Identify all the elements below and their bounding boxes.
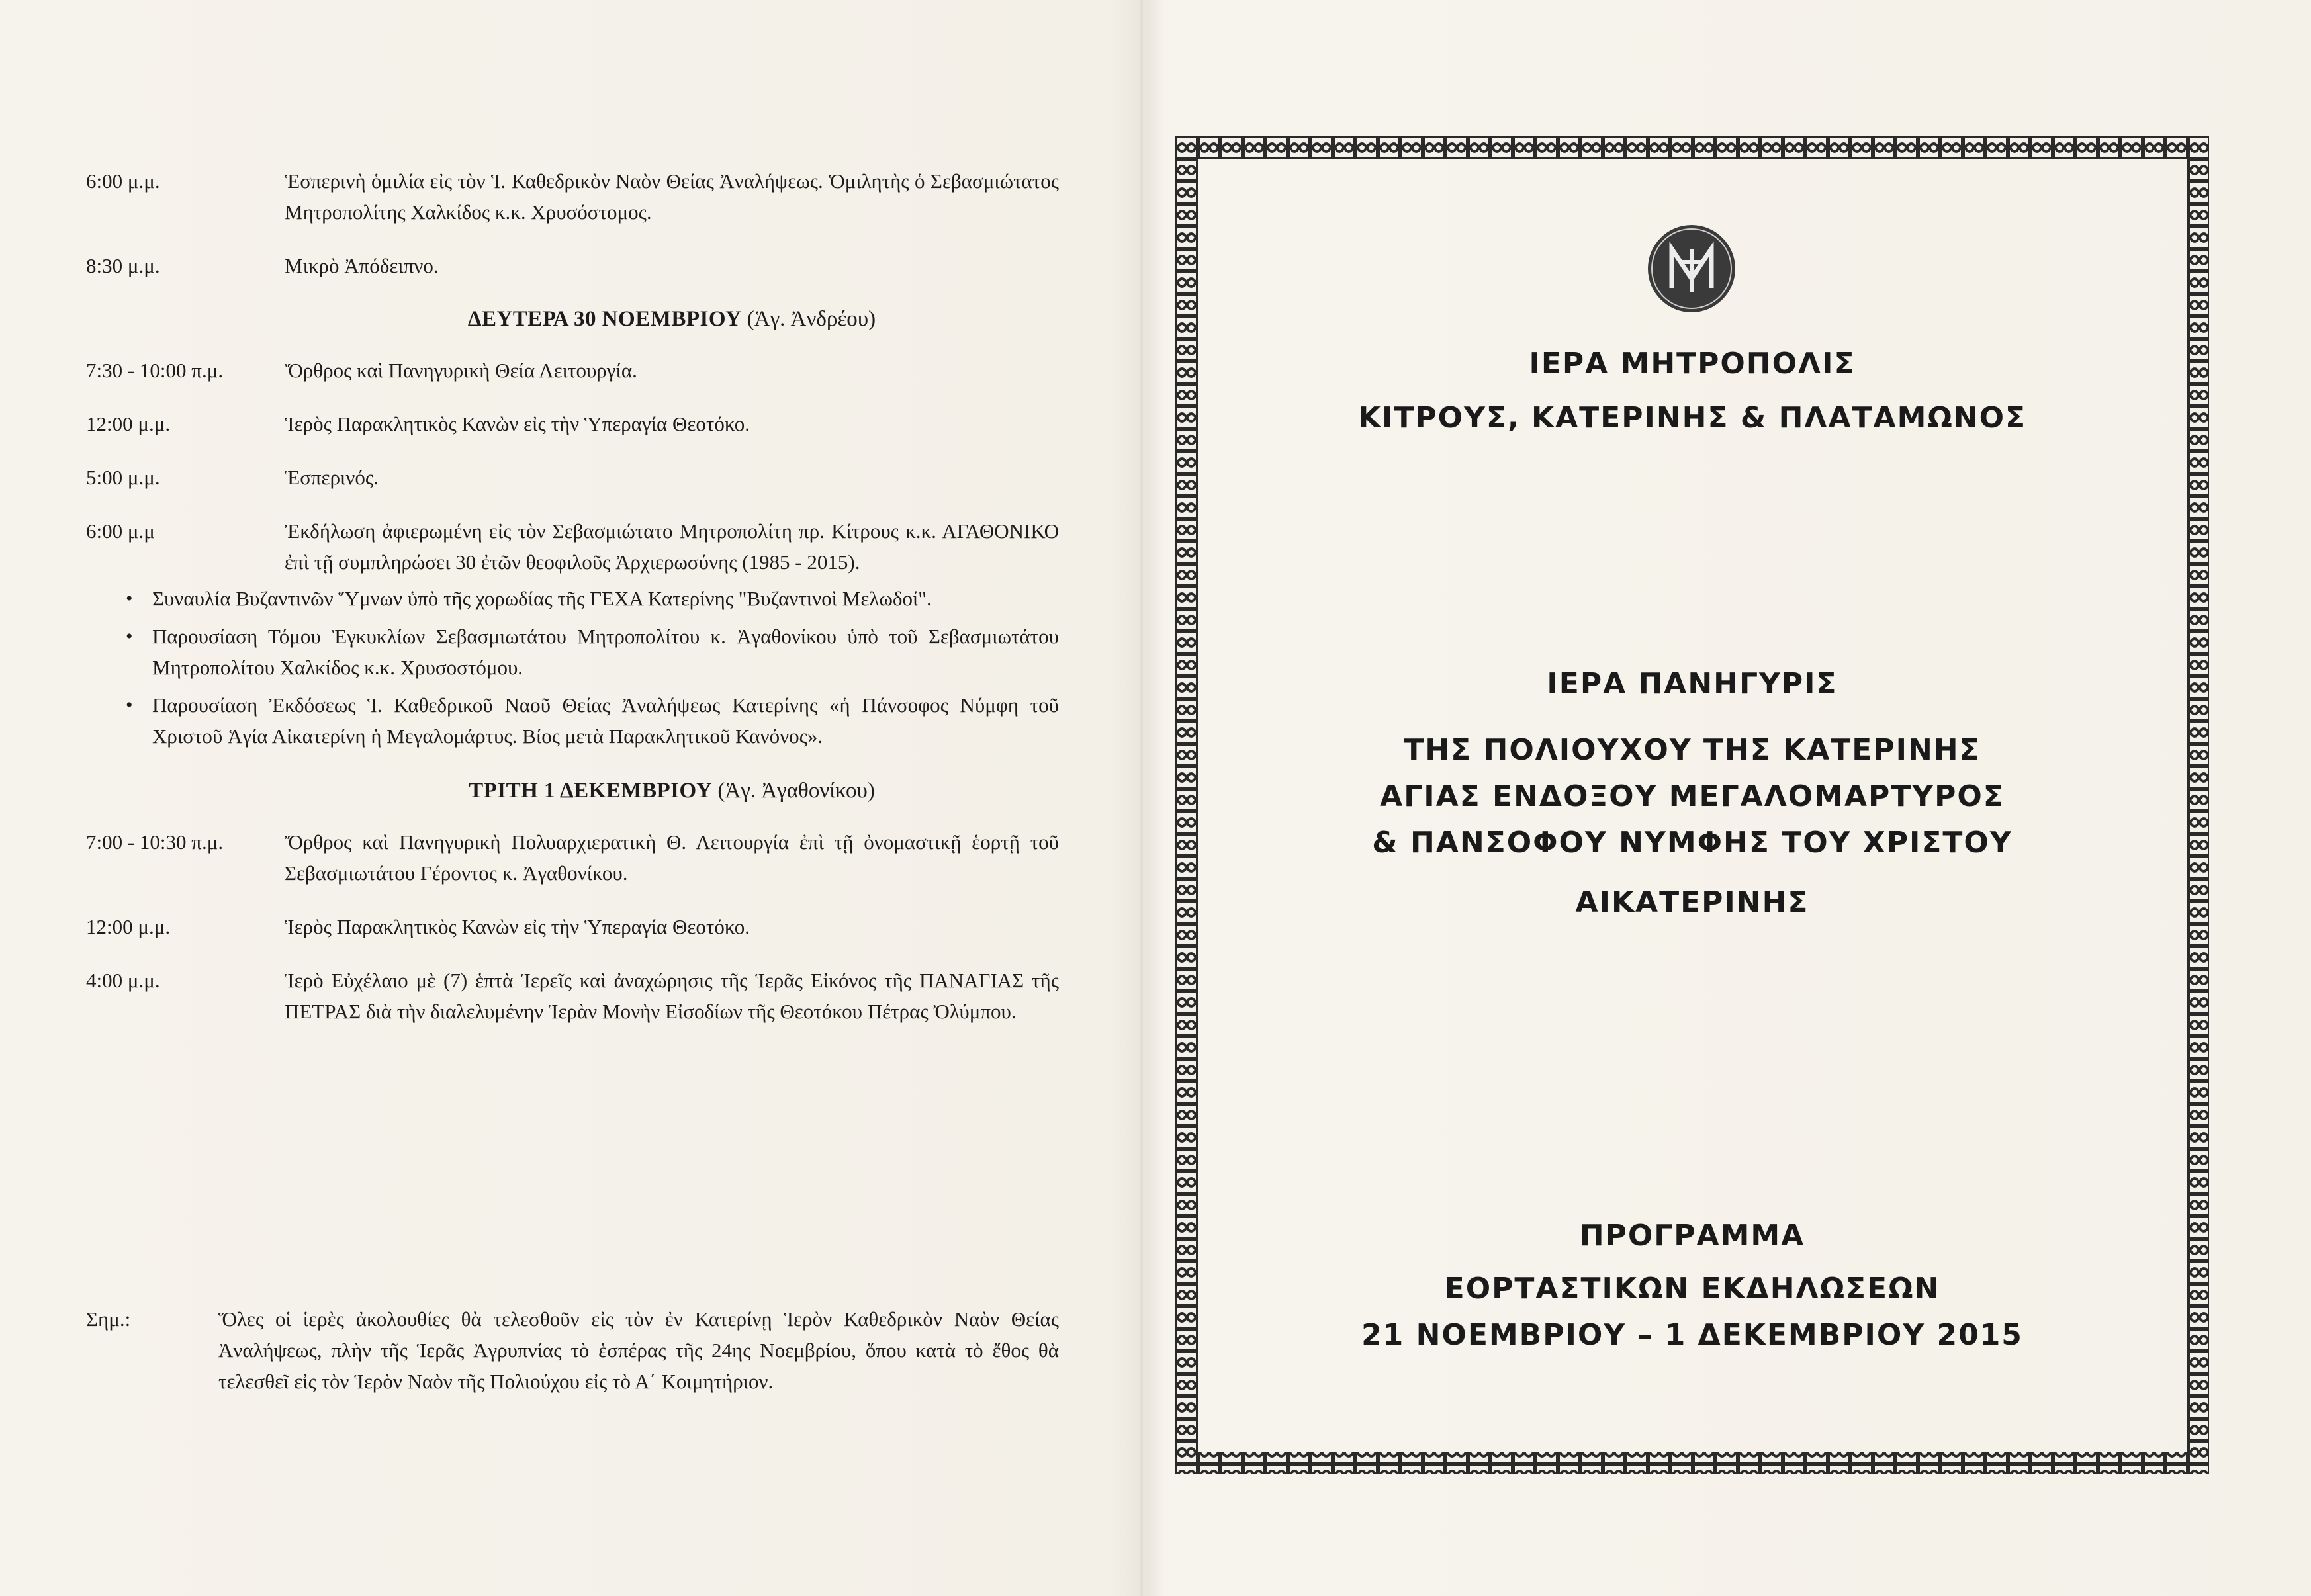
schedule-panel	[86, 165, 1059, 1049]
day-name: ΔΕΥΤΕΡΑ 30 ΝΟΕΜΒΡΙΟΥ	[467, 307, 742, 331]
event-description: Ἱερὸ Εὐχέλαιο μὲ (7) ἑπτὰ Ἱερεῖς καὶ ἀναχώρησις τῆς Ἱερᾶς Εἰκόνος τῆς ΠΑΝΑΓΙΑΣ τῆς ΠΕΤΡΑΣ διὰ τὴν διαλελυμένην Ἱερὰν Μονὴν Εἰσοδίων τῆς Θεοτόκου Πέτρας Ὀλύμπου.	[285, 969, 1059, 1023]
event-time: 7:00 - 10:30 π.μ.	[86, 830, 224, 854]
day-name: ΤΡΙΤΗ 1 ΔΕΚΕΜΒΡΙΟΥ	[469, 779, 713, 803]
list-item	[126, 621, 1059, 683]
event-description: Ὄρθρος καὶ Πανηγυρικὴ Θεία Λειτουργία.	[285, 359, 637, 382]
list-item-text: Παρουσίαση Ἐκδόσεως Ἱ. Καθεδρικοῦ Ναοῦ Θείας Ἀναλήψεως Κατερίνης «ἡ Πάνσοφος Νύμφη τοῦ Χριστοῦ Ἁγία Αἰκατερίνη ἡ Μεγαλομάρτυς. Βίος μετὰ Παρακλητικοῦ Κανόνος».	[152, 693, 1059, 748]
day-saint: (Ἁγ. Ἀγαθονίκου)	[717, 779, 875, 803]
schedule-row	[86, 355, 1059, 386]
footnote-text: Ὅλες οἱ ἱερὲς ἀκολουθίες θὰ τελεσθοῦν εἰς τὸν ἐν Κατερίνῃ Ἱερὸν Καθεδρικὸν Ναὸν Θείας Ἀναλήψεως, πλὴν τῆς Ἱερᾶς Ἀγρυπνίας τὸ ἑσπέρας τῆς 24ης Νοεμβρίου, ὅπου κατὰ τὸ ἔθος θὰ τελεσθεῖ εἰς τὸν Ἱερὸν Ναὸν τῆς Πολιούχου εἰς τὸ Α΄ Κοιμητήριον.	[218, 1308, 1059, 1393]
program-title: ΠΡΟΓΡΑΜΜΑ	[1579, 1219, 1805, 1253]
festival-line: ΑΓΙΑΣ ΕΝΔΟΞΟΥ ΜΕΓΑΛΟΜΑΡΤΥΡΟΣ	[1380, 779, 2005, 813]
bullet-icon: •	[126, 625, 133, 647]
schedule-row	[86, 165, 1059, 228]
list-item-text: Συναυλία Βυζαντινῶν Ὕμνων ὑπὸ τῆς χορωδίας τῆς ΓΕΧΑ Κατερίνης "Βυζαντινοὶ Μελωδοί".	[152, 587, 932, 610]
event-time: 6:00 μ.μ	[86, 519, 155, 543]
bullet-icon: •	[126, 588, 133, 609]
event-time: 8:30 μ.μ.	[86, 254, 160, 277]
day-saint: (Ἁγ. Ἀνδρέου)	[747, 307, 876, 331]
day-heading-monday	[285, 304, 1059, 335]
list-item	[126, 689, 1059, 752]
event-description: Μικρὸ Ἀπόδειπνο.	[285, 254, 439, 277]
footnote	[86, 1304, 1059, 1397]
schedule-row	[86, 462, 1059, 493]
metropolis-title: ΙΕΡΑ ΜΗΤΡΟΠΟΛΙΣ	[1529, 347, 1856, 380]
event-time: 6:00 μ.μ.	[86, 169, 160, 193]
list-item	[126, 583, 1059, 614]
event-time: 4:00 μ.μ.	[86, 969, 160, 992]
schedule-row	[86, 826, 1059, 889]
footnote-label: Σημ.:	[86, 1308, 131, 1331]
event-time: 12:00 μ.μ.	[86, 915, 171, 938]
day-heading-tuesday	[285, 776, 1059, 807]
program-subtitle: ΕΟΡΤΑΣΤΙΚΩΝ ΕΚΔΗΛΩΣΕΩΝ	[1444, 1272, 1940, 1306]
program-dates: 21 ΝΟΕΜΒΡΙΟΥ – 1 ΔΕΚΕΜΒΡΙΟΥ 2015	[1361, 1318, 2023, 1352]
cover-panel	[1175, 136, 2209, 1474]
list-item-text: Παρουσίαση Τόμου Ἐγκυκλίων Σεβασμιωτάτου Μητροπολίτου κ. Ἀγαθονίκου ὑπὸ τοῦ Σεβασμιωτάτου Μητροπολίτου Χαλκίδος κ.κ. Χρυσοστόμου.	[152, 625, 1059, 679]
event-description: Ἑσπερινός.	[285, 466, 379, 489]
metropolis-subtitle: ΚΙΤΡΟΥΣ, ΚΑΤΕΡΙΝΗΣ & ΠΛΑΤΑΜΩΝΟΣ	[1357, 401, 2027, 435]
schedule-row	[86, 515, 1059, 578]
festival-title: ΙΕΡΑ ΠΑΝΗΓΥΡΙΣ	[1547, 667, 1838, 701]
event-time: 5:00 μ.μ.	[86, 466, 160, 489]
festival-line: ΤΗΣ ΠΟΛΙΟΥΧΟΥ ΤΗΣ ΚΑΤΕΡΙΝΗΣ	[1404, 733, 1981, 767]
schedule-row	[86, 408, 1059, 439]
festival-line: & ΠΑΝΣΟΦΟΥ ΝΥΜΦΗΣ ΤΟΥ ΧΡΙΣΤΟΥ	[1372, 826, 2013, 860]
metropolis-monogram-seal-icon	[1645, 222, 1738, 315]
event-description: Ἱερὸς Παρακλητικὸς Κανὼν εἰς τὴν Ὑπεραγία Θεοτόκο.	[285, 915, 750, 938]
schedule-row	[86, 911, 1059, 942]
bullet-icon: •	[126, 694, 133, 716]
event-description: Ἱερὸς Παρακλητικὸς Κανὼν εἰς τὴν Ὑπεραγία Θεοτόκο.	[285, 412, 750, 435]
schedule-row	[86, 965, 1059, 1027]
event-time: 7:30 - 10:00 π.μ.	[86, 359, 224, 382]
event-time: 12:00 μ.μ.	[86, 412, 171, 435]
event-description: Ὄρθρος καὶ Πανηγυρικὴ Πολυαρχιερατικὴ Θ. Λειτουργία ἐπὶ τῇ ὀνομαστικῇ ἑορτῇ τοῦ Σεβασμιωτάτου Γέροντος κ. Ἀγαθονίκου.	[285, 830, 1059, 885]
event-description: Ἐκδήλωση ἀφιερωμένη εἰς τὸν Σεβασμιώτατο Μητροπολίτη πρ. Κίτρους κ.κ. ΑΓΑΘΟΝΙΚΟ ἐπὶ τῇ συμπληρώσει 30 ἐτῶν θεοφιλοῦς Ἀρχιερωσύνης (1985 - 2015).	[285, 519, 1059, 574]
fold-line	[1140, 0, 1144, 1596]
schedule-row	[86, 250, 1059, 281]
festival-line: ΑΙΚΑΤΕΡΙΝΗΣ	[1575, 885, 1809, 919]
event-program-list	[86, 583, 1059, 752]
event-description: Ἑσπερινὴ ὁμιλία εἰς τὸν Ἱ. Καθεδρικὸν Ναὸν Θείας Ἀναλήψεως. Ὁμιλητὴς ὁ Σεβασμιώτατος Μητροπολίτης Χαλκίδος κ.κ. Χρυσόστομος.	[285, 169, 1059, 224]
